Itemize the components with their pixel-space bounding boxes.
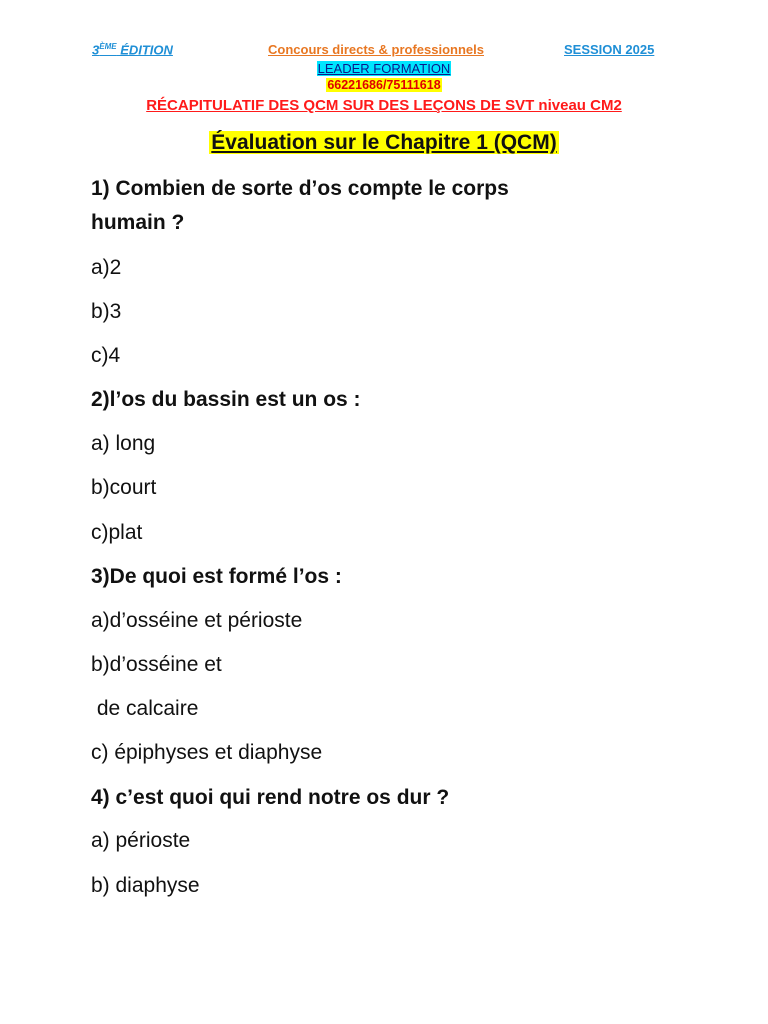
question-2-option-c: c)plat [91,521,143,544]
edition-number: 3 [92,42,100,58]
question-3-option-c: c) épiphyses et diaphyse [91,741,323,764]
question-1-option-c: c)4 [91,344,121,367]
question-1-option-b: b)3 [91,300,122,323]
document-header [0,42,768,62]
question-3-line-1: 3)De quoi est formé l’os : [91,565,342,588]
concours-label: Concours directs & professionnels [268,42,484,57]
question-4-line-1: 4) c’est quoi qui rend notre os dur ? [91,786,450,809]
organization-line [0,61,768,76]
question-2-option-b: b)court [91,476,157,499]
question-3-option-b: b)d’osséine et [91,653,222,676]
edition-word: ÉDITION [116,42,173,58]
question-2-option-a: a) long [91,432,156,455]
question-1-line-2: humain ? [91,211,185,234]
question-1-option-a: a)2 [91,256,122,279]
page-title: Évaluation sur le Chapitre 1 (QCM) [211,131,557,154]
question-3-option-b-continued: de calcaire [91,697,199,720]
edition-superscript: ÈME [99,42,117,51]
session-label: SESSION 2025 [564,42,655,57]
edition-label [92,42,173,57]
question-4-option-b: b) diaphyse [91,874,200,897]
question-1-line-1: 1) Combien de sorte d’os compte le corps [91,177,509,200]
phone-line [0,78,768,92]
recap-heading: RÉCAPITULATIF DES QCM SUR DES LEÇONS DE SVT niveau CM2 [146,97,622,114]
question-3-option-a: a)d’osséine et périoste [91,609,303,632]
phone-numbers: 66221686/75111618 [327,78,441,92]
question-4-option-a: a) périoste [91,829,191,852]
organization-name: LEADER FORMATION [317,61,451,76]
question-2-line-1: 2)l’os du bassin est un os : [91,388,361,411]
page-title-line [0,131,768,155]
